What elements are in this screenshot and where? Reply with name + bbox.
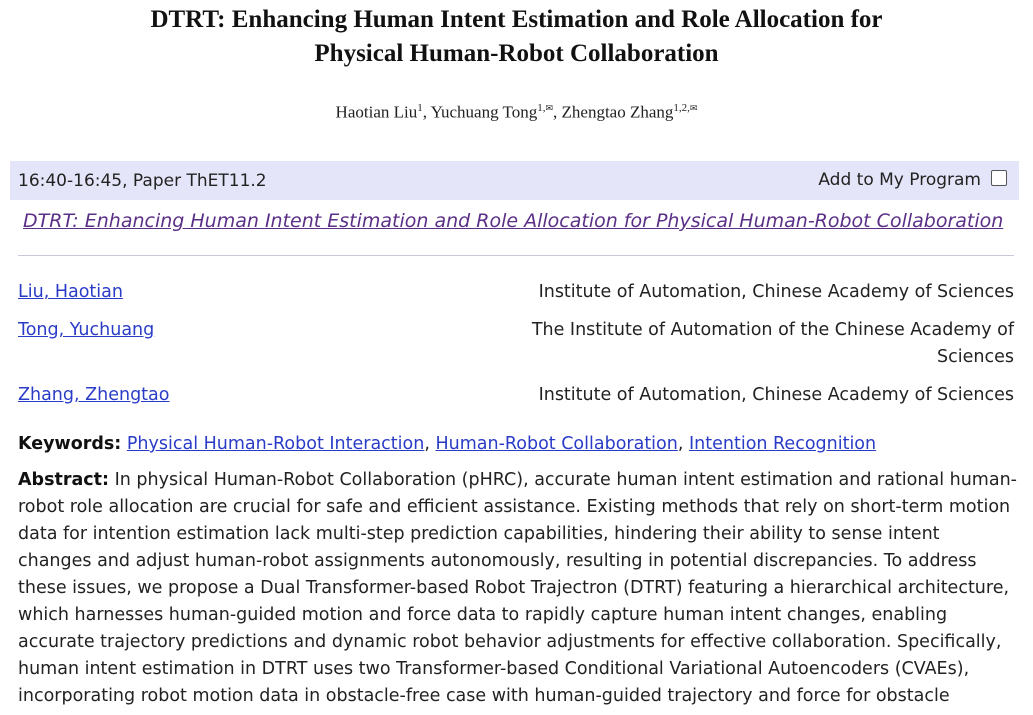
mail-icon: ✉ bbox=[689, 103, 698, 113]
author-name: Zhengtao Zhang bbox=[561, 102, 674, 122]
paper-title bbox=[0, 3, 1033, 71]
author-separator: , bbox=[422, 102, 431, 122]
author-link-zhang[interactable]: Zhang, Zhengtao bbox=[18, 385, 170, 405]
author-name: Haotian Liu bbox=[335, 102, 418, 122]
author-affiliation: Institute of Automation, Chinese Academy of Sciences bbox=[538, 385, 1014, 405]
author-name: Yuchuang Tong bbox=[430, 102, 538, 122]
paper-authors bbox=[0, 102, 1033, 123]
author-affiliation: Institute of Automation, Chinese Academy of Sciences bbox=[538, 282, 1014, 302]
add-to-program-label: Add to My Program bbox=[818, 170, 981, 190]
affiliation-sup: 1,2,✉ bbox=[673, 102, 698, 114]
abstract bbox=[18, 467, 1018, 710]
author-link-liu[interactable]: Liu, Haotian bbox=[18, 282, 123, 302]
paper-title-line1: DTRT: Enhancing Human Intent Estimation and Role Allocation for bbox=[150, 6, 883, 33]
paper-header bbox=[0, 3, 1033, 123]
mail-icon: ✉ bbox=[545, 103, 554, 113]
author-separator: , bbox=[553, 102, 562, 122]
author-affiliation bbox=[532, 317, 1014, 371]
session-time-paper: 16:40-16:45, Paper ThET11.2 bbox=[18, 171, 267, 191]
divider bbox=[18, 255, 1014, 256]
keyword-separator: , bbox=[677, 434, 689, 454]
paper-title-link[interactable]: DTRT: Enhancing Human Intent Estimation and Role Allocation for Physical Human-Robot Collaboration bbox=[23, 210, 1004, 232]
keywords bbox=[18, 434, 876, 454]
affiliation-line: The Institute of Automation of the Chinese Academy of bbox=[531, 320, 1014, 340]
add-to-program[interactable] bbox=[818, 170, 1007, 190]
paper-title-line2: Physical Human-Robot Collaboration bbox=[314, 40, 719, 67]
affiliation-sup: 1 bbox=[417, 102, 423, 114]
keyword-link[interactable]: Human-Robot Collaboration bbox=[435, 434, 678, 454]
add-to-program-checkbox[interactable] bbox=[991, 170, 1007, 186]
keyword-link[interactable]: Intention Recognition bbox=[689, 434, 877, 454]
abstract-text: In physical Human-Robot Collaboration (pHRC), accurate human intent estimation and rational human-robot role allocation are crucial for safe and efficient assistance. Existing methods that rely on short-term motion data for intention estimation lack multi-step prediction capabilities, hindering their ability to sense intent changes and adjust human-robot assignments autonomously, resulting in potential discrepancies. To address these issues, we propose a Dual Transformer-based Robot Trajectron (DTRT) featuring a hierarchical architecture, which harnesses human-guided motion and force data to rapidly capture human intent changes, enabling accurate trajectory predictions and dynamic robot behavior adjustments for effective collaboration. Specifically, human intent estimation in DTRT uses two Transformer-based Conditional Variational Autoencoders (CVAEs), incorporating robot motion data in obstacle-free case with human-guided trajectory and force for obstacle bbox=[18, 470, 1017, 706]
affiliation-sup: 1,✉ bbox=[537, 102, 554, 114]
session-bar bbox=[10, 161, 1019, 200]
affiliation-line: Sciences bbox=[937, 347, 1014, 367]
keyword-link[interactable]: Physical Human-Robot Interaction bbox=[126, 434, 425, 454]
keyword-separator: , bbox=[424, 434, 436, 454]
keywords-label: Keywords: bbox=[18, 434, 122, 454]
abstract-label: Abstract: bbox=[18, 470, 110, 490]
author-link-tong[interactable]: Tong, Yuchuang bbox=[18, 320, 155, 340]
